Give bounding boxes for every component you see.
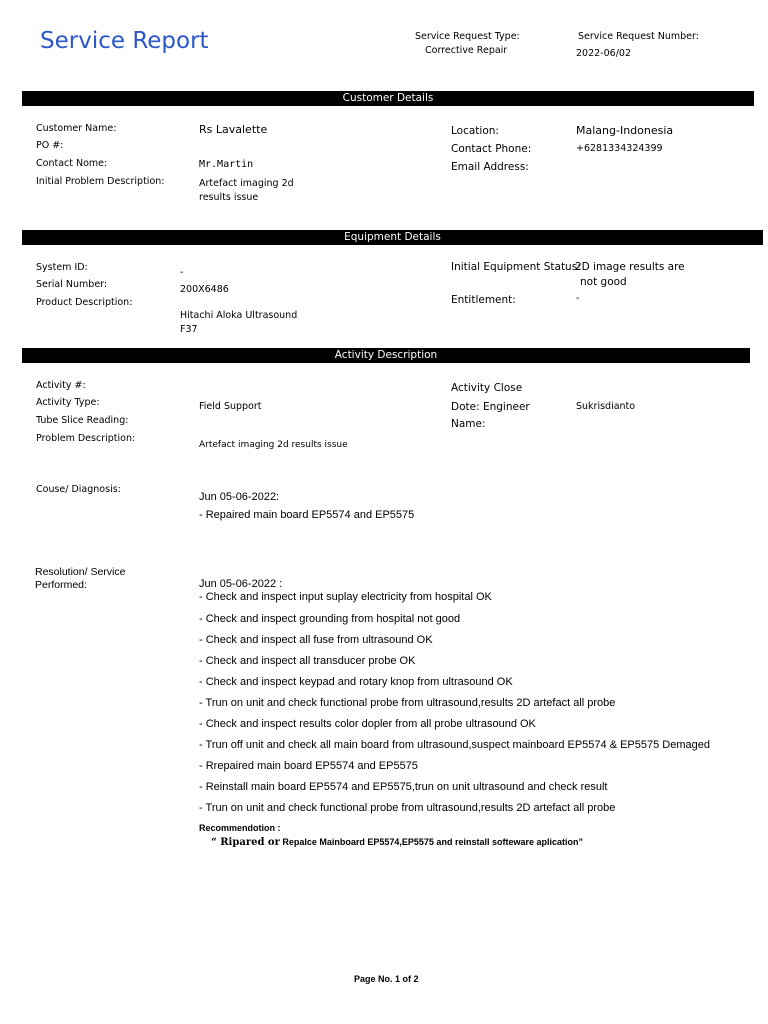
problem-description-value: Artefact imaging 2d results issue (199, 440, 348, 450)
equipment-status-line2: not good (580, 276, 627, 288)
report-title: Service Report (40, 28, 209, 54)
problem-description-label: Problem Description: (36, 433, 136, 444)
contact-phone-label: Contact Phone: (451, 143, 532, 155)
activity-description-header: Activity Description (22, 348, 750, 363)
request-type-value: Corrective Repair (425, 45, 508, 56)
entitlement-label: Entitlement: (451, 294, 516, 306)
cause-diagnosis-label: Couse/ Diagnosis: (36, 484, 121, 495)
serial-number-value: 200X6486 (180, 284, 229, 295)
request-type-label: Service Request Type: (415, 31, 520, 42)
activity-number-label: Activity #: (36, 380, 86, 391)
customer-name-value: Rs Lavalette (199, 123, 268, 136)
customer-details-header: Customer Details (22, 91, 754, 106)
customer-name-label: Customer Name: (36, 123, 117, 134)
resolution-step: - Trun off unit and check all main board from ultrasound,suspect mainboard EP5574 & EP5575 Demaged (199, 739, 710, 751)
contact-name-value: Mr.Martin (199, 159, 254, 170)
recommendation-text (211, 837, 583, 848)
system-id-value: - (180, 267, 184, 278)
request-number-label: Service Request Number: (578, 31, 699, 42)
equipment-details-header: Equipment Details (22, 230, 763, 245)
initial-problem-label: Initial Problem Description: (36, 176, 165, 187)
recommendation-body: Repalce Mainboard EP5574,EP5575 and reinstall softeware aplication” (279, 837, 583, 847)
product-description-line2: F37 (180, 324, 198, 335)
recommendation-open: “ Ripared or (211, 837, 280, 848)
cause-text: - Repaired main board EP5574 and EP5575 (199, 509, 415, 521)
resolution-step: - Check and inspect all fuse from ultrasound OK (199, 634, 433, 646)
equipment-status-line1: 2D image results are (575, 261, 685, 273)
entitlement-value: - (576, 293, 580, 304)
contact-name-label: Contact Nome: (36, 158, 108, 169)
page-number: Page No. 1 of 2 (354, 974, 419, 984)
resolution-step: - Rrepaired main board EP5574 and EP5575 (199, 760, 418, 772)
tube-slice-label: Tube Slice Reading: (36, 415, 129, 426)
contact-phone-value: +6281334324399 (576, 143, 663, 154)
resolution-label-line2: Performed: (35, 579, 87, 591)
system-id-label: System ID: (36, 262, 88, 273)
activity-close-date-label: Dote: Engineer (451, 401, 530, 413)
activity-type-label: Activity Type: (36, 397, 100, 408)
resolution-step: - Check and inspect keypad and rotary knop from ultrasound OK (199, 676, 513, 688)
resolution-label-line1: Resolution/ Service (35, 566, 126, 578)
resolution-step: - Reinstall main board EP5574 and EP5575,trun on unit ultrasound and check result (199, 781, 608, 793)
location-value: Malang-Indonesia (576, 124, 674, 137)
cause-date: Jun 05-06-2022: (199, 491, 280, 503)
initial-problem-line2: results issue (199, 192, 259, 203)
resolution-step: - Check and inspect all transducer probe OK (199, 655, 416, 667)
recommendation-label: Recommendotion : (199, 823, 281, 833)
resolution-date: Jun 05-06-2022 : (199, 578, 283, 590)
request-number-value: 2022-06/02 (576, 48, 631, 59)
resolution-step: - Check and inspect input suplay electricity from hospital OK (199, 591, 492, 603)
activity-type-value: Field Support (199, 401, 262, 412)
engineer-name-value: Sukrisdianto (576, 401, 636, 412)
product-description-line1: Hitachi Aloka Ultrasound (180, 310, 298, 321)
product-description-label: Product Description: (36, 297, 133, 308)
resolution-step: - Trun on unit and check functional probe from ultrasound,results 2D artefact all probe (199, 697, 616, 709)
equipment-status-label: Initial Equipment Status: (451, 261, 581, 273)
initial-problem-line1: Artefact imaging 2d (199, 178, 294, 189)
po-label: PO #: (36, 140, 64, 151)
resolution-step: - Check and inspect results color dopler from all probe ultrasound OK (199, 718, 536, 730)
location-label: Location: (451, 125, 499, 137)
resolution-step: - Check and inspect grounding from hospital not good (199, 613, 461, 625)
resolution-step: - Trun on unit and check functional probe from ultrasound,results 2D artefact all probe (199, 802, 616, 814)
activity-close-label: Activity Close (451, 382, 523, 394)
serial-number-label: Serial Number: (36, 279, 108, 290)
email-label: Email Address: (451, 161, 529, 173)
engineer-name-label: Name: (451, 418, 486, 430)
